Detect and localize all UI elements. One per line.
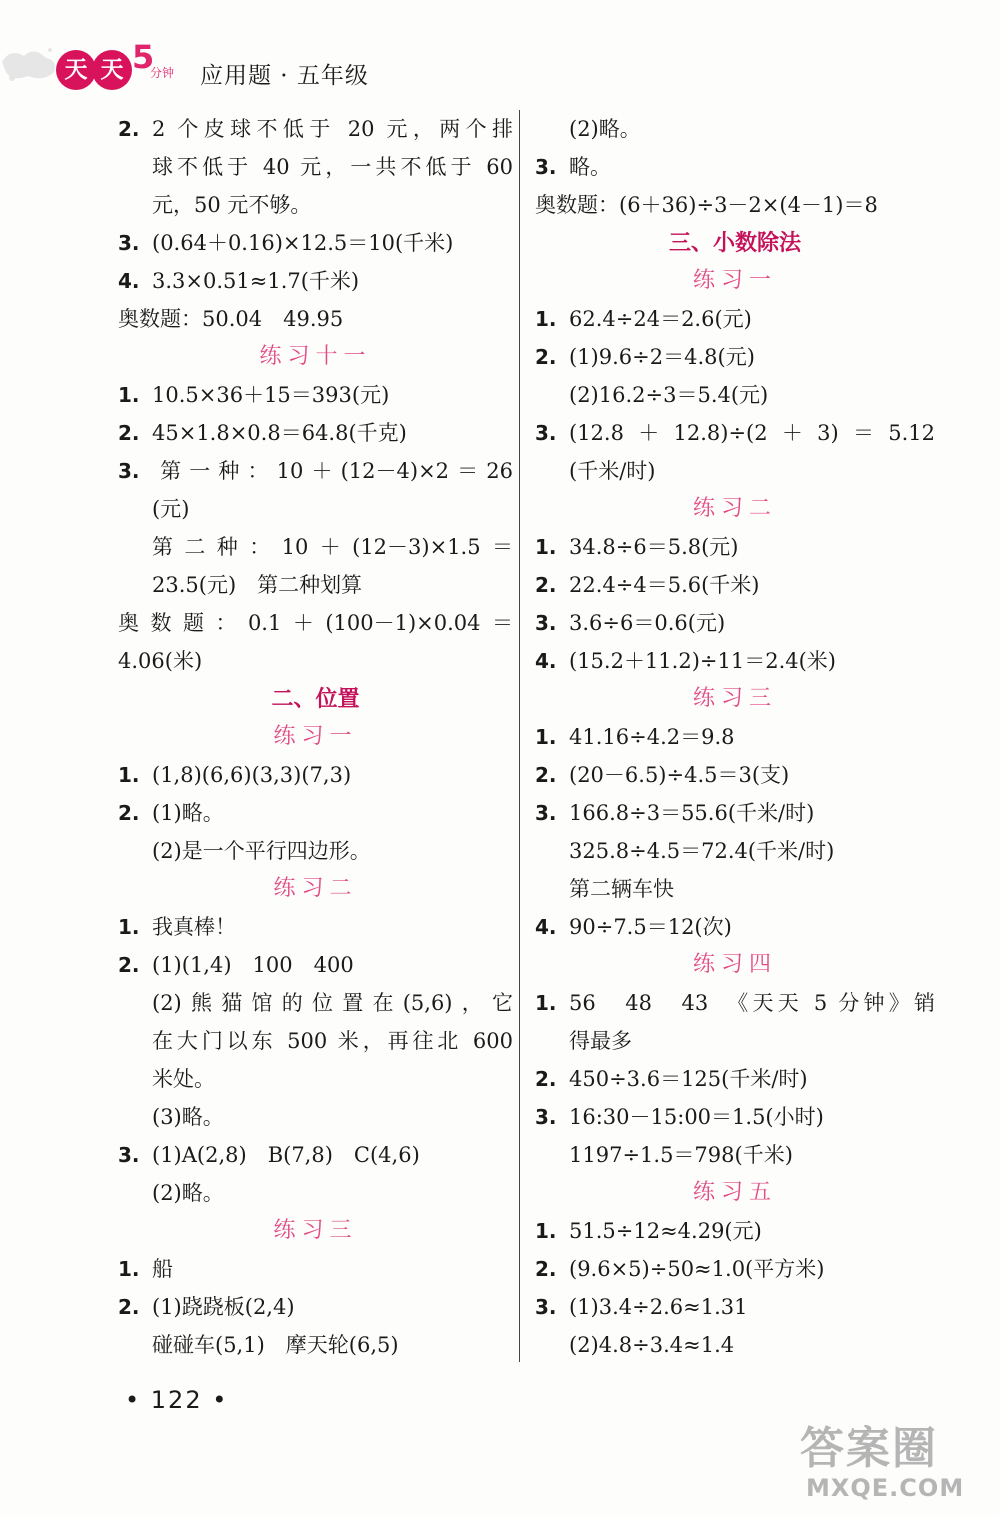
question-number: 2. xyxy=(118,421,140,445)
question-number: 4. xyxy=(535,915,557,939)
answer-line xyxy=(535,1288,935,1326)
answer-line xyxy=(535,870,935,908)
answer-text: 2 个皮球不低于 20 元，两个排 xyxy=(152,117,513,141)
practice-heading: 练习三 xyxy=(692,686,777,711)
answer-text: (2)略。 xyxy=(569,117,641,141)
practice-heading: 练习一 xyxy=(692,268,777,293)
answer-line xyxy=(535,110,935,148)
answer-text: 62.4÷24＝2.6(元) xyxy=(569,307,752,331)
question-number: 1. xyxy=(118,915,140,939)
answer-text: 22.4÷4＝5.6(千米) xyxy=(569,573,760,597)
answer-line xyxy=(118,528,513,566)
answer-line xyxy=(535,148,935,186)
answer-text: (2)4.8÷3.4≈1.4 xyxy=(569,1333,735,1357)
page-number: • 122 • xyxy=(125,1386,229,1414)
answer-text: (3)略。 xyxy=(152,1105,224,1129)
question-number: 2. xyxy=(118,801,140,825)
answer-line xyxy=(535,1250,935,1288)
answer-line xyxy=(118,300,513,338)
left-column xyxy=(118,110,513,1364)
question-number: 1. xyxy=(535,991,557,1015)
answer-line xyxy=(118,490,513,528)
answer-text: 450÷3.6＝125(千米/时) xyxy=(569,1067,808,1091)
answer-line xyxy=(118,794,513,832)
question-number: 2. xyxy=(118,953,140,977)
column-divider xyxy=(519,110,520,1362)
answer-line xyxy=(118,110,513,148)
question-number: 4. xyxy=(535,649,557,673)
practice-heading: 练习五 xyxy=(692,1180,777,1205)
answer-line xyxy=(118,1174,513,1212)
question-number: 2. xyxy=(535,573,557,597)
answer-text: (12.8＋12.8)÷(2＋3)＝5.12 xyxy=(569,421,935,445)
question-number: 3. xyxy=(535,155,557,179)
answer-text: 166.8÷3＝55.6(千米/时) xyxy=(569,801,815,825)
answer-line xyxy=(118,452,513,490)
answer-text: (1,8)(6,6)(3,3)(7,3) xyxy=(152,763,352,787)
answer-text: 球不低于 40 元，一共不低于 60 xyxy=(152,155,513,179)
answer-text: 3.3×0.51≈1.7(千米) xyxy=(152,269,360,293)
question-number: 2. xyxy=(535,1067,557,1091)
question-number: 3. xyxy=(118,459,140,483)
answer-text: 船 xyxy=(152,1257,173,1281)
answer-text: 米处。 xyxy=(152,1067,215,1091)
practice-heading: 练习一 xyxy=(273,724,358,749)
practice-heading: 练习二 xyxy=(273,876,358,901)
answer-text: 41.16÷4.2＝9.8 xyxy=(569,725,735,749)
question-number: 1. xyxy=(118,763,140,787)
question-number: 1. xyxy=(535,725,557,749)
answer-text: (1)9.6÷2＝4.8(元) xyxy=(569,345,755,369)
answer-text: 23.5(元) 第二种划算 xyxy=(152,573,363,597)
answer-text: 得最多 xyxy=(569,1029,632,1053)
answer-text: (1)略。 xyxy=(152,801,224,825)
question-number: 3. xyxy=(118,231,140,255)
question-number: 3. xyxy=(535,1105,557,1129)
answer-line xyxy=(535,1060,935,1098)
question-number: 1. xyxy=(535,307,557,331)
answer-text: 56 48 43 《天天 5 分钟》销 xyxy=(569,991,935,1015)
answer-line xyxy=(535,338,935,376)
answer-line xyxy=(535,642,935,680)
question-number: 2. xyxy=(535,763,557,787)
answer-line xyxy=(118,756,513,794)
answer-line xyxy=(535,1136,935,1174)
page-header xyxy=(0,0,1000,110)
answer-line xyxy=(535,1098,935,1136)
answer-text: 51.5÷12≈4.29(元) xyxy=(569,1219,762,1243)
answer-line xyxy=(118,1136,513,1174)
answer-text: (千米/时) xyxy=(569,459,656,483)
answer-line xyxy=(118,262,513,300)
question-number: 2. xyxy=(118,117,140,141)
answer-text: 元，50 元不够。 xyxy=(152,193,312,217)
answer-line xyxy=(118,414,513,452)
question-number: 3. xyxy=(118,1143,140,1167)
logo-badge-right: 天 xyxy=(92,50,132,90)
logo-small-text: 分钟 xyxy=(150,66,175,80)
answer-text: (2)是一个平行四边形。 xyxy=(152,839,371,863)
answer-line xyxy=(535,718,935,756)
answer-text: 4.06(米) xyxy=(118,649,203,673)
question-number: 1. xyxy=(118,383,140,407)
answer-text: 90÷7.5＝12(次) xyxy=(569,915,732,939)
answer-text: 16:30－15:00＝1.5(小时) xyxy=(569,1105,824,1129)
answer-text: 奥数题：(6＋36)÷3－2×(4－1)＝8 xyxy=(535,193,878,217)
question-number: 1. xyxy=(535,535,557,559)
book-title: 应用题 · 五年级 xyxy=(200,63,369,89)
answer-line xyxy=(118,376,513,414)
answer-line xyxy=(118,1098,513,1136)
answer-text: 1197÷1.5＝798(千米) xyxy=(569,1143,793,1167)
practice-heading: 练习三 xyxy=(273,1218,358,1243)
answer-line xyxy=(118,642,513,680)
answer-text: (2)略。 xyxy=(152,1181,224,1205)
answer-line xyxy=(118,1060,513,1098)
answer-line xyxy=(118,1288,513,1326)
answer-text: 325.8÷4.5＝72.4(千米/时) xyxy=(569,839,835,863)
answer-line xyxy=(535,794,935,832)
answer-line xyxy=(118,1022,513,1060)
practice-heading: 练习四 xyxy=(692,952,777,977)
question-number: 2. xyxy=(535,345,557,369)
answer-line xyxy=(118,984,513,1022)
answer-line xyxy=(535,1212,935,1250)
brush-splash-icon xyxy=(0,42,60,84)
answer-line xyxy=(118,908,513,946)
answer-text: (2)熊猫馆的位置在(5,6)，它 xyxy=(152,991,513,1015)
answer-line xyxy=(535,908,935,946)
answer-line xyxy=(118,566,513,604)
right-column xyxy=(535,110,935,1364)
logo-number: 5 xyxy=(132,38,155,76)
answer-text: 略。 xyxy=(569,155,611,179)
section-title: 三、小数除法 xyxy=(668,230,801,256)
answer-line xyxy=(118,946,513,984)
answer-line xyxy=(118,186,513,224)
answer-text: (1)3.4÷2.6≈1.31 xyxy=(569,1295,748,1319)
logo-badge-left: 天 xyxy=(56,50,96,90)
question-number: 3. xyxy=(535,801,557,825)
answer-line xyxy=(535,452,935,490)
answer-text: (元) xyxy=(152,497,190,521)
answer-line xyxy=(535,186,935,224)
question-number: 1. xyxy=(118,1257,140,1281)
section-title: 二、位置 xyxy=(271,686,360,712)
question-number: 3. xyxy=(535,611,557,635)
practice-heading: 练习二 xyxy=(692,496,777,521)
answer-text: (20－6.5)÷4.5＝3(支) xyxy=(569,763,790,787)
question-number: 3. xyxy=(535,421,557,445)
answer-text: (9.6×5)÷50≈1.0(平方米) xyxy=(569,1257,825,1281)
question-number: 4. xyxy=(118,269,140,293)
answer-line xyxy=(118,1250,513,1288)
question-number: 1. xyxy=(535,1219,557,1243)
answer-line xyxy=(535,566,935,604)
answer-text: (1)跷跷板(2,4) xyxy=(152,1295,295,1319)
practice-heading: 练习十一 xyxy=(259,344,372,369)
answer-text: 第二种：10＋(12－3)×1.5＝ xyxy=(152,535,513,559)
answer-text: 第二辆车快 xyxy=(569,877,674,901)
answer-text: 34.8÷6＝5.8(元) xyxy=(569,535,739,559)
answer-line xyxy=(535,414,935,452)
answer-line xyxy=(118,148,513,186)
answer-line xyxy=(118,604,513,642)
answer-text: 我真棒！ xyxy=(152,915,236,939)
answer-text: 10.5×36＋15＝393(元) xyxy=(152,383,390,407)
answer-text: (0.64＋0.16)×12.5＝10(千米) xyxy=(152,231,454,255)
answer-line xyxy=(535,756,935,794)
answer-text: 第一种：10＋(12－4)×2＝26 xyxy=(152,459,513,483)
answer-line xyxy=(118,832,513,870)
answer-text: 碰碰车(5,1) 摩天轮(6,5) xyxy=(152,1333,399,1357)
watermark xyxy=(800,1412,990,1512)
answer-line xyxy=(118,1326,513,1364)
answer-text: 奥数题：50.04 49.95 xyxy=(118,307,344,331)
answer-text: 45×1.8×0.8＝64.8(千克) xyxy=(152,421,407,445)
answer-text: (15.2＋11.2)÷11＝2.4(米) xyxy=(569,649,837,673)
answer-line xyxy=(118,224,513,262)
answer-text: (2)16.2÷3＝5.4(元) xyxy=(569,383,769,407)
answer-line xyxy=(535,1022,935,1060)
watermark-top: 答案圈 xyxy=(800,1423,938,1474)
answer-line xyxy=(535,300,935,338)
watermark-bottom: MXQE.COM xyxy=(806,1474,965,1502)
answer-text: (1)A(2,8) B(7,8) C(4,6) xyxy=(152,1143,420,1167)
answer-line xyxy=(535,604,935,642)
question-number: 2. xyxy=(535,1257,557,1281)
answer-line xyxy=(535,984,935,1022)
answer-text: (1)(1,4) 100 400 xyxy=(152,953,354,977)
answer-text: 奥数题：0.1＋(100－1)×0.04＝ xyxy=(118,611,513,635)
answer-line xyxy=(535,376,935,414)
answer-text: 在大门以东 500 米，再往北 600 xyxy=(152,1029,513,1053)
question-number: 2. xyxy=(118,1295,140,1319)
answer-line xyxy=(535,528,935,566)
answer-text: 3.6÷6＝0.6(元) xyxy=(569,611,726,635)
answer-line xyxy=(535,832,935,870)
question-number: 3. xyxy=(535,1295,557,1319)
answer-line xyxy=(535,1326,935,1364)
